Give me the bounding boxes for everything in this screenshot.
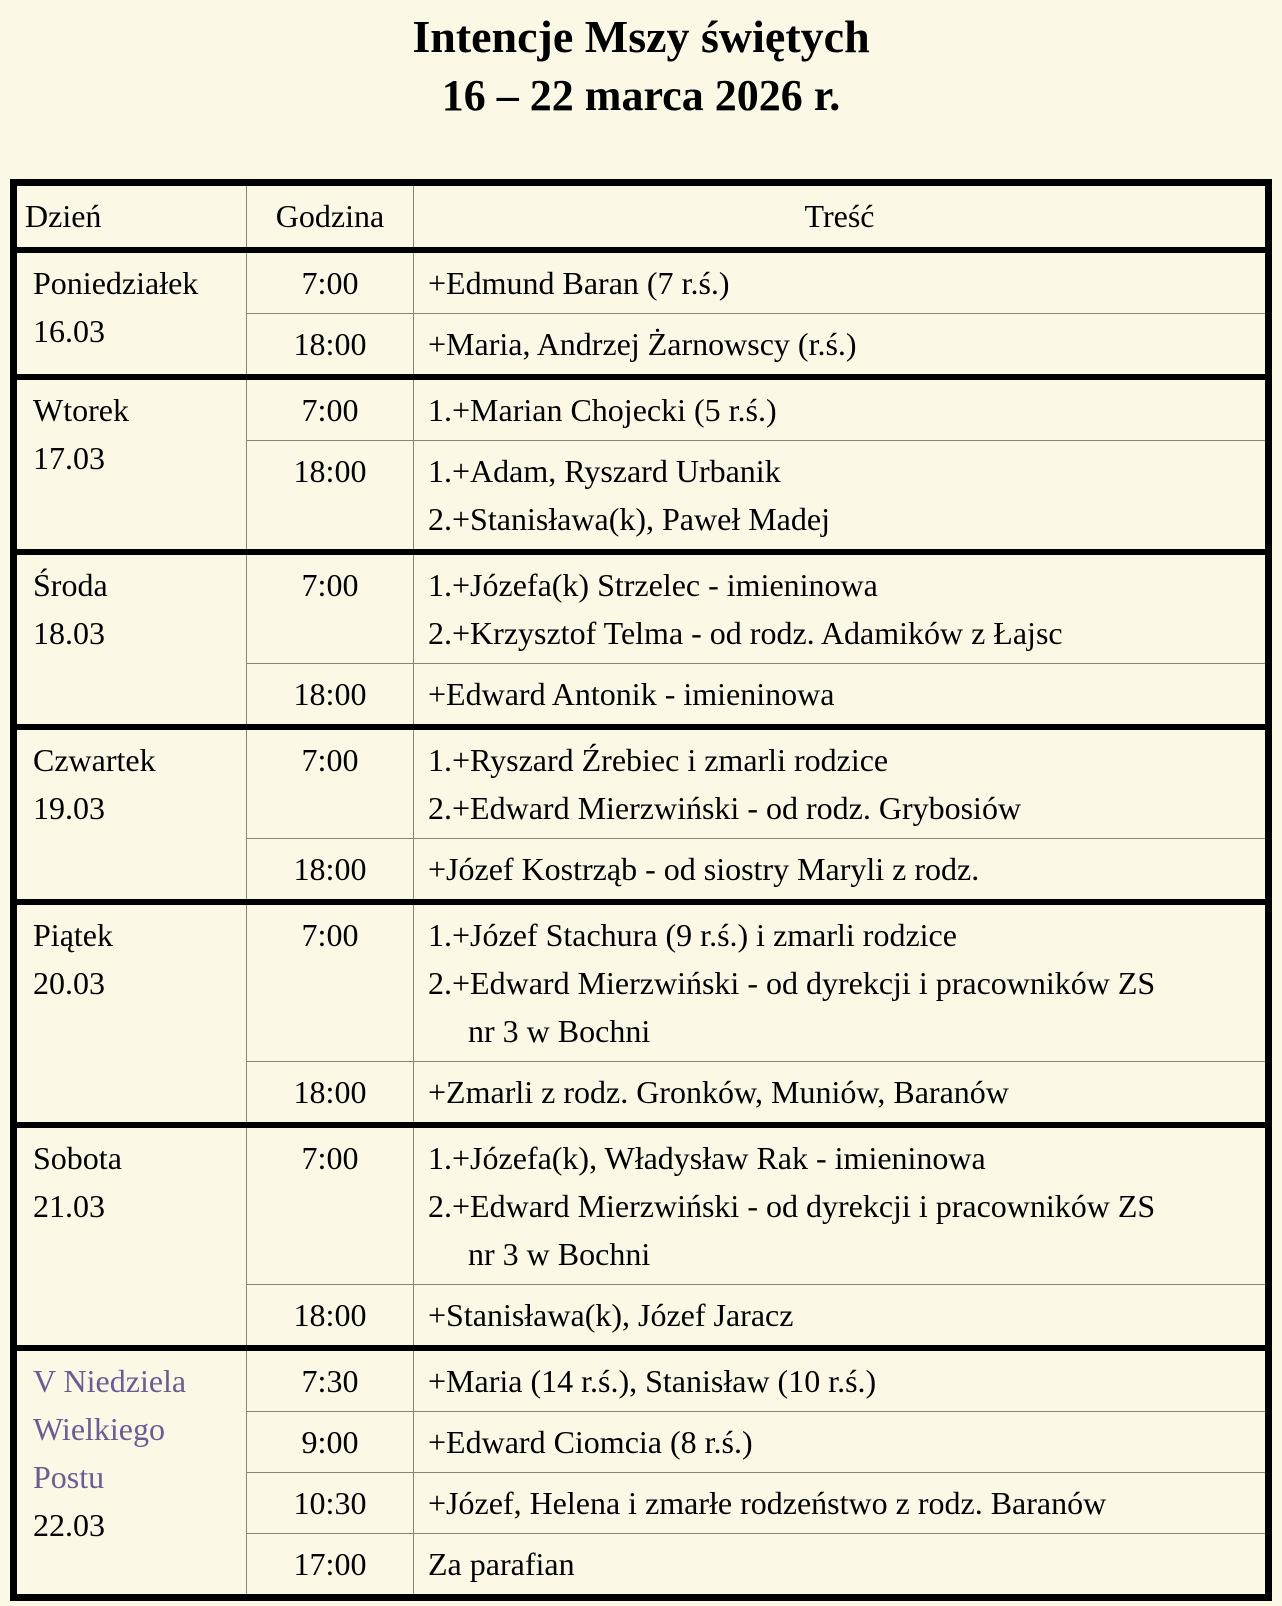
day-date: 21.03 bbox=[33, 1188, 105, 1225]
day-name: Czwartek bbox=[33, 742, 156, 779]
day-cell bbox=[14, 1348, 247, 1598]
intention-line: 1.+Józefa(k) Strzelec - imieninowa bbox=[428, 567, 878, 604]
day-name: Sobota bbox=[33, 1140, 122, 1177]
intention-cell bbox=[414, 1125, 1269, 1285]
intention-line: +Stanisława(k), Józef Jaracz bbox=[428, 1297, 794, 1334]
date-range: 16 – 22 marca 2026 r. bbox=[441, 70, 841, 120]
day-date: 19.03 bbox=[33, 790, 105, 827]
time-cell: 18:00 bbox=[247, 1062, 414, 1126]
day-cell bbox=[14, 377, 247, 552]
time-cell: 18:00 bbox=[247, 1285, 414, 1349]
intention-line: 1.+Adam, Ryszard Urbanik bbox=[428, 453, 781, 490]
day-name: Poniedziałek bbox=[33, 265, 199, 302]
intention-cell bbox=[414, 441, 1269, 553]
day-cell bbox=[14, 552, 247, 727]
intention-cell bbox=[414, 314, 1269, 378]
time-cell: 18:00 bbox=[247, 839, 414, 903]
time-cell: 7:00 bbox=[247, 1125, 414, 1285]
day-cell bbox=[14, 1125, 247, 1348]
intention-line: +Edward Ciomcia (8 r.ś.) bbox=[428, 1424, 753, 1461]
time-cell: 7:30 bbox=[247, 1348, 414, 1412]
intention-line: +Edmund Baran (7 r.ś.) bbox=[428, 265, 730, 302]
intention-line: 1.+Józef Stachura (9 r.ś.) i zmarli rodzice bbox=[428, 917, 957, 954]
intention-cell bbox=[414, 1412, 1269, 1473]
intention-cell bbox=[414, 552, 1269, 664]
page-title: Intencje Mszy świętych bbox=[412, 11, 870, 62]
table-row bbox=[14, 250, 1269, 314]
intention-line: 2.+Edward Mierzwiński - od dyrekcji i pracowników ZS bbox=[428, 1188, 1156, 1225]
day-name: Piątek bbox=[33, 917, 113, 954]
header-time: Godzina bbox=[247, 182, 414, 250]
intention-cell bbox=[414, 377, 1269, 441]
time-cell: 7:00 bbox=[247, 902, 414, 1062]
intention-line: +Maria, Andrzej Żarnowscy (r.ś.) bbox=[428, 326, 857, 363]
intention-line: nr 3 w Bochni bbox=[468, 1013, 651, 1050]
intention-line: 2.+Stanisława(k), Paweł Madej bbox=[428, 501, 830, 538]
intention-cell bbox=[414, 839, 1269, 903]
time-cell: 7:00 bbox=[247, 552, 414, 664]
day-date: 17.03 bbox=[33, 440, 105, 477]
intention-line: nr 3 w Bochni bbox=[468, 1236, 651, 1273]
intention-cell bbox=[414, 664, 1269, 728]
header-content: Treść bbox=[414, 182, 1269, 250]
day-cell bbox=[14, 727, 247, 902]
day-cell bbox=[14, 902, 247, 1125]
title-block bbox=[0, 8, 1282, 123]
intention-line: Za parafian bbox=[428, 1546, 575, 1583]
time-cell: 10:30 bbox=[247, 1473, 414, 1534]
intention-line: +Józef Kostrząb - od siostry Maryli z rodz. bbox=[428, 851, 980, 888]
intention-line: 2.+Edward Mierzwiński - od dyrekcji i pracowników ZS bbox=[428, 965, 1156, 1002]
time-cell: 18:00 bbox=[247, 314, 414, 378]
day-date: 16.03 bbox=[33, 313, 105, 350]
intention-line: +Józef, Helena i zmarłe rodzeństwo z rodz. Baranów bbox=[428, 1485, 1107, 1522]
day-date: 18.03 bbox=[33, 615, 105, 652]
time-cell: 18:00 bbox=[247, 441, 414, 553]
intention-line: +Edward Antonik - imieninowa bbox=[428, 676, 835, 713]
intention-line: +Maria (14 r.ś.), Stanisław (10 r.ś.) bbox=[428, 1363, 877, 1400]
time-cell: 17:00 bbox=[247, 1534, 414, 1598]
time-cell: 18:00 bbox=[247, 664, 414, 728]
day-date: 20.03 bbox=[33, 965, 105, 1002]
intention-cell bbox=[414, 902, 1269, 1062]
intention-line: +Zmarli z rodz. Gronków, Muniów, Baranów bbox=[428, 1074, 1009, 1111]
intention-cell bbox=[414, 1534, 1269, 1598]
day-name: Wtorek bbox=[33, 392, 129, 429]
header-day: Dzień bbox=[14, 182, 247, 250]
intention-cell bbox=[414, 727, 1269, 839]
intention-cell bbox=[414, 1348, 1269, 1412]
intention-line: 1.+Ryszard Źrebiec i zmarli rodzice bbox=[428, 742, 889, 779]
intention-line: 1.+Marian Chojecki (5 r.ś.) bbox=[428, 392, 777, 429]
intention-line: 2.+Edward Mierzwiński - od rodz. Grybosiów bbox=[428, 790, 1022, 827]
day-name: V Niedziela Wielkiego Postu bbox=[33, 1363, 187, 1496]
intention-line: 2.+Krzysztof Telma - od rodz. Adamików z Łajsc bbox=[428, 615, 1063, 652]
intention-cell bbox=[414, 250, 1269, 314]
day-name: Środa bbox=[33, 567, 108, 604]
day-date: 22.03 bbox=[33, 1507, 105, 1544]
intention-cell bbox=[414, 1062, 1269, 1126]
intention-line: 1.+Józefa(k), Władysław Rak - imieninowa bbox=[428, 1140, 986, 1177]
table-row bbox=[14, 552, 1269, 664]
table-row bbox=[14, 1348, 1269, 1412]
table-row bbox=[14, 727, 1269, 839]
table-body bbox=[14, 250, 1269, 1598]
time-cell: 9:00 bbox=[247, 1412, 414, 1473]
table-row bbox=[14, 377, 1269, 441]
day-cell bbox=[14, 250, 247, 377]
time-cell: 7:00 bbox=[247, 377, 414, 441]
mass-intentions-table bbox=[10, 179, 1272, 1602]
table-row bbox=[14, 1125, 1269, 1285]
time-cell: 7:00 bbox=[247, 727, 414, 839]
intention-cell bbox=[414, 1285, 1269, 1349]
intention-cell bbox=[414, 1473, 1269, 1534]
time-cell: 7:00 bbox=[247, 250, 414, 314]
header-row bbox=[14, 182, 1269, 250]
table-row bbox=[14, 902, 1269, 1062]
